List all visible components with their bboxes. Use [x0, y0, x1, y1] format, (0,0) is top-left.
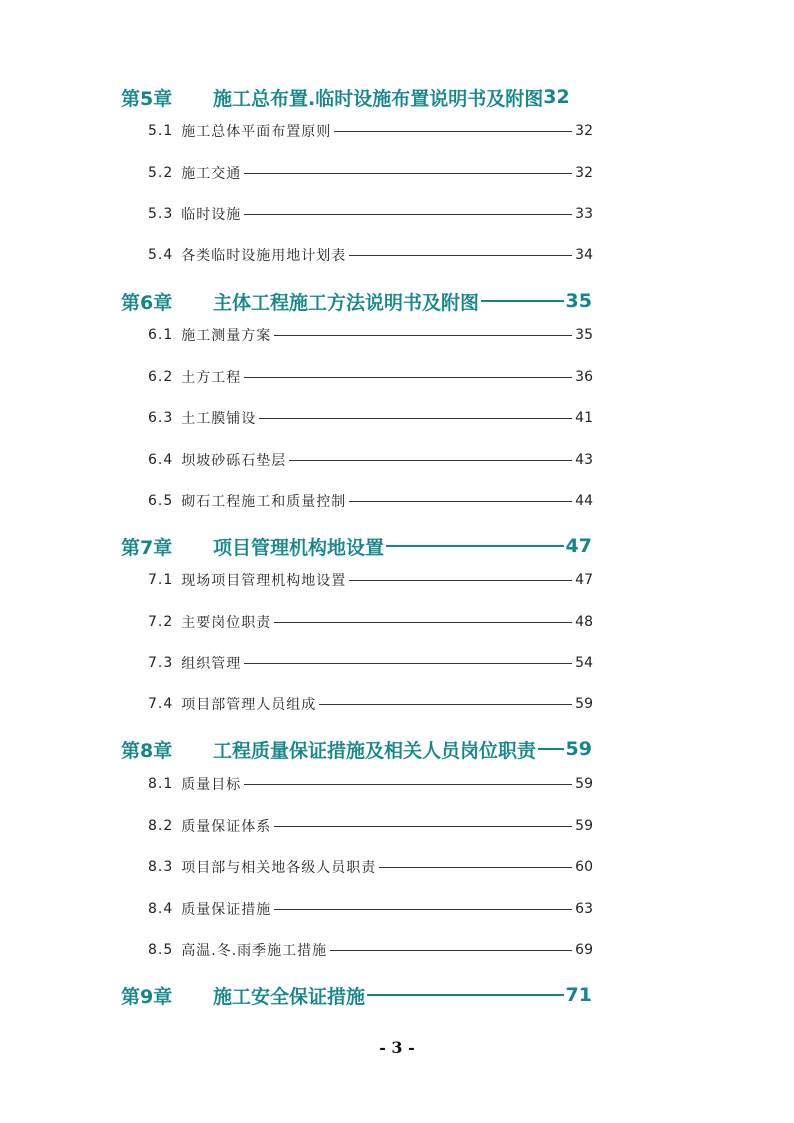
page-footer: [0, 1038, 794, 1057]
dot-leader: [274, 826, 572, 827]
toc-chapter-6[interactable]: [121, 288, 592, 314]
dot-leader: [274, 622, 572, 623]
section-number: 7.3: [148, 655, 174, 671]
toc-chapter-7[interactable]: [121, 533, 592, 559]
page-number: 35: [565, 290, 592, 312]
section-title: 坝坡砂砾石垫层: [181, 453, 287, 469]
toc-section-7-4[interactable]: [148, 694, 593, 714]
dot-leader: [244, 173, 572, 174]
section-number: 5.3: [148, 206, 174, 222]
section-title: 质量保证措施: [181, 902, 272, 918]
chapter-number: 第9章: [121, 985, 173, 1008]
section-title: 高温.冬.雨季施工措施: [181, 943, 328, 959]
toc-section-7-2[interactable]: [148, 612, 593, 632]
page-number: 69: [575, 942, 593, 958]
toc-section-5-1[interactable]: [148, 121, 593, 141]
dot-leader: [330, 950, 572, 951]
page-number: 34: [575, 247, 593, 263]
section-title: 项目部管理人员组成: [181, 697, 317, 713]
page-number: 59: [565, 738, 592, 760]
dot-leader: [259, 418, 572, 419]
toc-section-6-3[interactable]: [148, 408, 593, 428]
dot-leader: [274, 909, 572, 910]
section-number: 5.2: [148, 165, 174, 181]
page-number: 36: [575, 369, 593, 385]
section-title: 质量目标: [181, 777, 242, 793]
toc-section-6-5[interactable]: [148, 491, 593, 511]
chapter-number: 第7章: [121, 536, 173, 559]
chapter-leader: [386, 545, 564, 547]
toc-chapter-5[interactable]: [121, 84, 592, 110]
toc-section-6-2[interactable]: [148, 367, 593, 387]
chapter-leader: [481, 300, 564, 302]
section-number: 6.5: [148, 493, 174, 509]
dot-leader: [289, 460, 572, 461]
toc-section-8-3[interactable]: [148, 857, 593, 877]
dot-leader: [244, 377, 572, 378]
toc-section-5-2[interactable]: [148, 163, 593, 183]
chapter-leader: [538, 748, 564, 750]
dot-leader: [334, 131, 572, 132]
section-title: 主要岗位职责: [181, 615, 272, 631]
dot-leader: [244, 214, 572, 215]
section-title: 施工测量方案: [181, 328, 272, 344]
section-number: 7.2: [148, 614, 174, 630]
chapter-title: 主体工程施工方法说明书及附图: [213, 291, 480, 314]
page-number: 48: [575, 614, 593, 630]
page-number: 44: [575, 493, 593, 509]
section-number: 6.3: [148, 410, 174, 426]
chapter-number: 第5章: [121, 87, 173, 110]
section-number: 8.2: [148, 818, 174, 834]
section-number: 6.4: [148, 452, 174, 468]
toc-section-8-1[interactable]: [148, 774, 593, 794]
page-number: 54: [575, 655, 593, 671]
chapter-number: 第6章: [121, 291, 173, 314]
page-number-label: - 3 -: [379, 1038, 415, 1057]
page-number: 41: [575, 410, 593, 426]
section-title: 施工总体平面布置原则: [181, 124, 332, 140]
page-number: 32: [543, 86, 570, 108]
page-number: 35: [575, 327, 593, 343]
dot-leader: [319, 704, 572, 705]
page-number: 47: [565, 535, 592, 557]
page-number: 47: [575, 572, 593, 588]
dot-leader: [349, 501, 572, 502]
section-title: 土方工程: [181, 370, 242, 386]
page-number: 60: [575, 859, 593, 875]
toc-section-6-4[interactable]: [148, 450, 593, 470]
dot-leader: [379, 867, 572, 868]
section-number: 6.2: [148, 369, 174, 385]
page-number: 71: [565, 984, 592, 1006]
toc-section-5-3[interactable]: [148, 204, 593, 224]
chapter-title: 工程质量保证措施及相关人员岗位职责: [213, 739, 537, 762]
section-title: 砌石工程施工和质量控制: [181, 494, 347, 510]
section-number: 8.3: [148, 859, 174, 875]
chapter-leader: [367, 994, 564, 996]
toc-section-7-1[interactable]: [148, 570, 593, 590]
section-title: 临时设施: [181, 207, 242, 223]
section-title: 项目部与相关地各级人员职责: [181, 860, 377, 876]
page-number: 32: [575, 165, 593, 181]
toc-section-6-1[interactable]: [148, 325, 593, 345]
section-number: 7.1: [148, 572, 174, 588]
chapter-number: 第8章: [121, 739, 173, 762]
page-number: 59: [575, 818, 593, 834]
section-number: 8.5: [148, 942, 174, 958]
page-number: 32: [575, 123, 593, 139]
page-number: 59: [575, 776, 593, 792]
section-number: 8.1: [148, 776, 174, 792]
chapter-title: 施工总布置.临时设施布置说明书及附图: [213, 87, 544, 110]
page-number: 43: [575, 452, 593, 468]
chapter-title: 项目管理机构地设置: [213, 536, 385, 559]
toc-chapter-8[interactable]: [121, 736, 592, 762]
toc-section-5-4[interactable]: [148, 245, 593, 265]
section-number: 6.1: [148, 327, 174, 343]
section-title: 质量保证体系: [181, 819, 272, 835]
page-number: 63: [575, 901, 593, 917]
page-number: 59: [575, 696, 593, 712]
section-title: 各类临时设施用地计划表: [181, 248, 347, 264]
dot-leader: [349, 580, 572, 581]
section-number: 5.1: [148, 123, 174, 139]
toc-section-8-5[interactable]: [148, 940, 593, 960]
page-number: 33: [575, 206, 593, 222]
section-title: 土工膜铺设: [181, 411, 257, 427]
dot-leader: [349, 255, 572, 256]
toc-section-7-3[interactable]: [148, 653, 593, 673]
section-title: 施工交通: [181, 166, 242, 182]
section-number: 7.4: [148, 696, 174, 712]
section-number: 8.4: [148, 901, 174, 917]
section-title: 组织管理: [181, 656, 242, 672]
section-title: 现场项目管理机构地设置: [181, 573, 347, 589]
toc-section-8-4[interactable]: [148, 899, 593, 919]
toc-section-8-2[interactable]: [148, 816, 593, 836]
section-number: 5.4: [148, 247, 174, 263]
dot-leader: [244, 663, 572, 664]
chapter-title: 施工安全保证措施: [213, 985, 366, 1008]
dot-leader: [244, 784, 572, 785]
toc-chapter-9[interactable]: [121, 982, 592, 1008]
dot-leader: [274, 335, 572, 336]
